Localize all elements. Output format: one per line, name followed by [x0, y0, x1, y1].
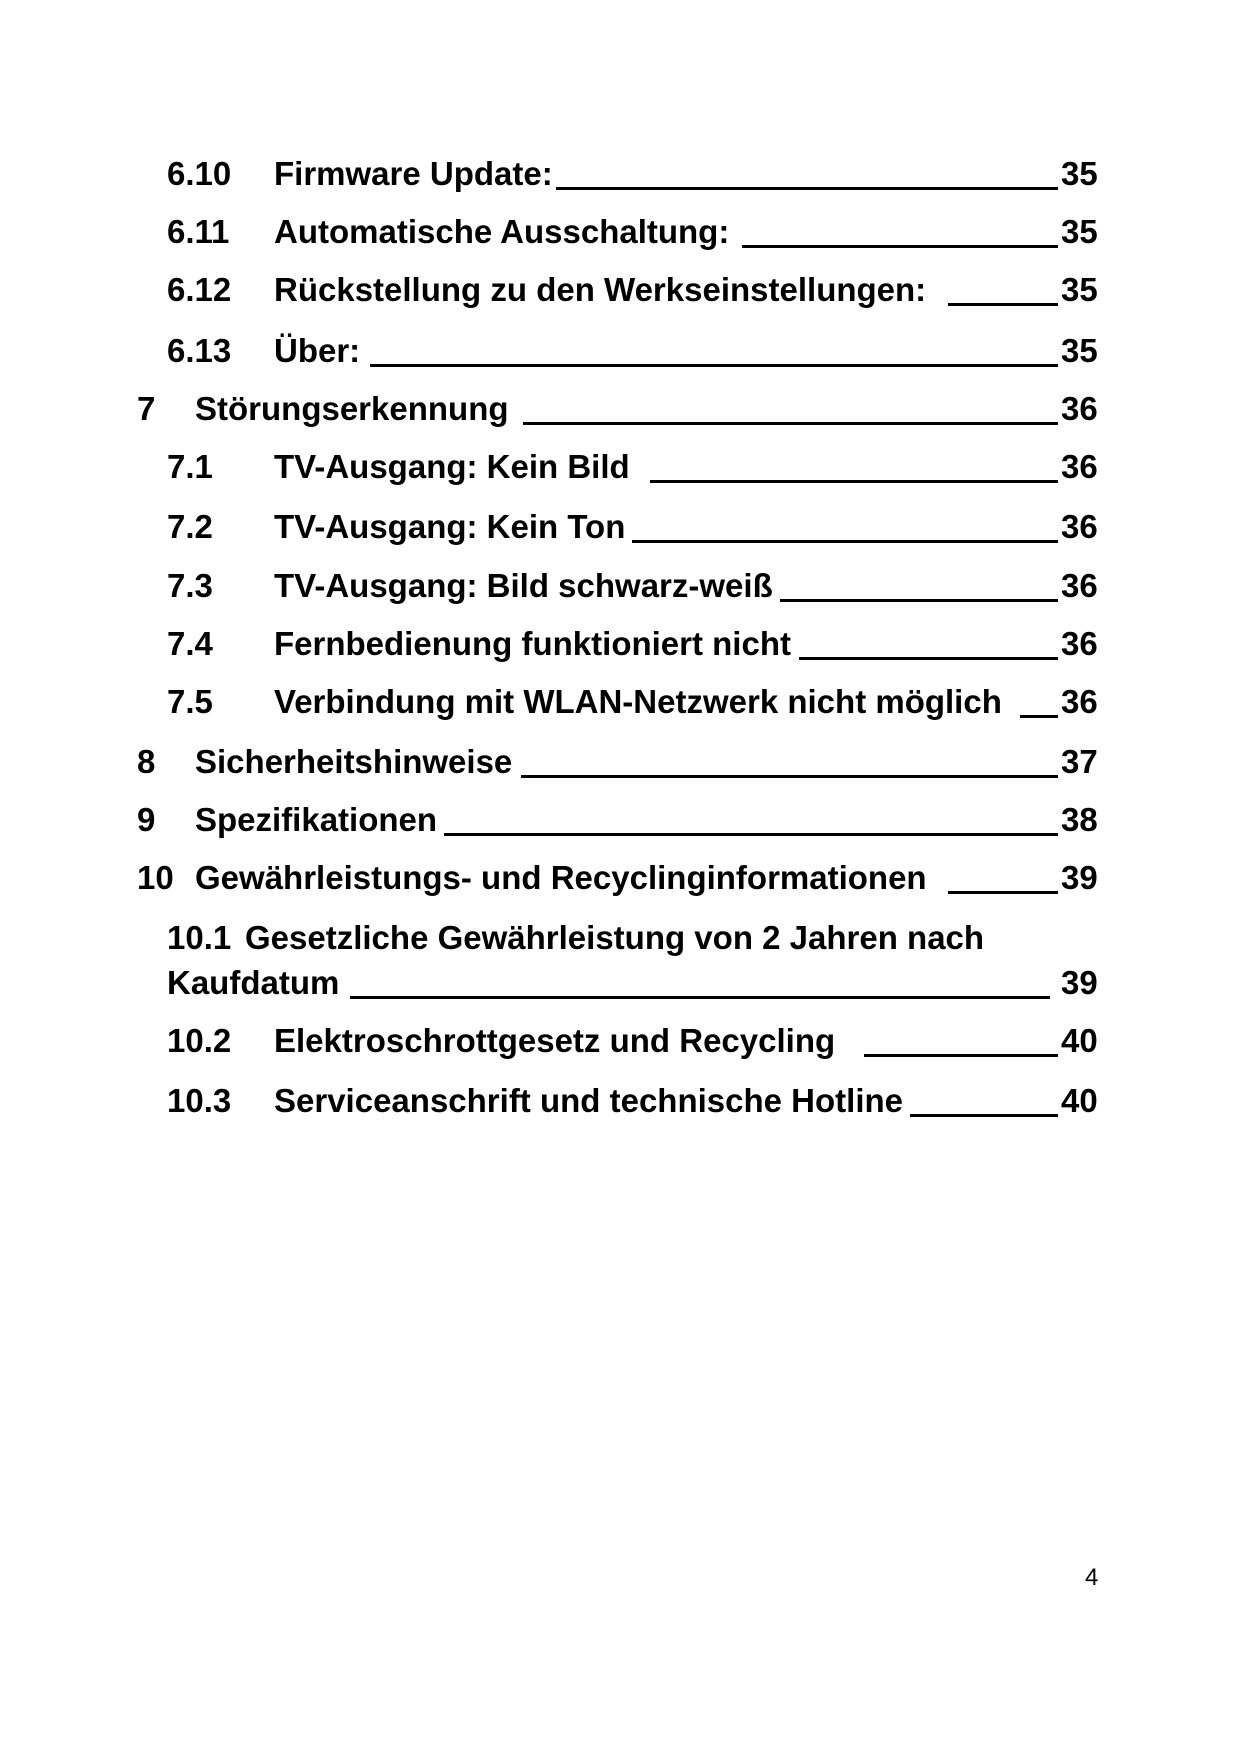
toc-entry-page: 39	[1061, 859, 1098, 896]
toc-entry-page: 40	[1061, 1082, 1098, 1119]
toc-leader-line	[523, 388, 1058, 425]
toc-entry-page: 40	[1061, 1022, 1098, 1059]
toc-entry-title: Serviceanschrift und technische Hotline	[274, 1082, 903, 1119]
toc-entry-title: Elektroschrottgesetz und Recycling	[274, 1022, 836, 1059]
toc-leader-line	[444, 799, 1058, 836]
toc-entry-10-1-line2[interactable]	[0, 962, 1241, 1004]
toc-entry-title: TV-Ausgang: Kein Ton	[274, 508, 626, 545]
toc-leader-line	[650, 446, 1058, 483]
toc-entry-page: 38	[1061, 801, 1098, 838]
toc-leader-line	[556, 153, 1058, 190]
toc-entry-page: 35	[1061, 332, 1098, 369]
toc-entry-title: Verbindung mit WLAN-Netzwerk nicht möglich	[274, 683, 1002, 720]
toc-entry-number: 8	[137, 743, 156, 780]
toc-entry-10[interactable]	[0, 857, 1241, 899]
toc-entry-number: 10	[137, 859, 174, 896]
toc-entry-page: 35	[1061, 271, 1098, 308]
toc-leader-line	[632, 506, 1058, 543]
toc-entry-page: 36	[1061, 567, 1098, 604]
toc-entry-6-10[interactable]	[0, 153, 1241, 195]
toc-entry-7-2[interactable]	[0, 506, 1241, 548]
toc-entry-7-5[interactable]	[0, 681, 1241, 723]
toc-entry-title: TV-Ausgang: Bild schwarz-weiß	[274, 567, 773, 604]
toc-leader-line	[799, 623, 1058, 660]
toc-entry-page: 35	[1061, 213, 1098, 250]
toc-entry-10-2[interactable]	[0, 1020, 1241, 1062]
toc-entry-8[interactable]	[0, 741, 1241, 783]
toc-entry-title: Störungserkennung	[195, 390, 509, 427]
toc-leader-line	[864, 1020, 1058, 1057]
toc-entry-page: 39	[1061, 964, 1098, 1001]
toc-leader-line	[521, 741, 1058, 778]
toc-entry-number: 10.2	[167, 1022, 232, 1059]
toc-entry-title: Rückstellung zu den Werkseinstellungen:	[274, 271, 927, 308]
toc-leader-line	[370, 330, 1058, 367]
toc-entry-title-continued: Kaufdatum	[167, 964, 340, 1001]
toc-entry-number: 9	[137, 801, 156, 838]
toc-entry-number: 7.2	[167, 508, 213, 545]
toc-entry-9[interactable]	[0, 799, 1241, 841]
toc-entry-title: Über:	[274, 332, 361, 369]
toc-entry-7-4[interactable]	[0, 623, 1241, 665]
toc-entry-title: Automatische Ausschaltung:	[274, 213, 730, 250]
toc-leader-line	[742, 211, 1058, 248]
toc-entry-title: Gewährleistungs- und Recyclinginformationen	[195, 859, 927, 896]
toc-entry-6-13[interactable]	[0, 330, 1241, 372]
toc-entry-7[interactable]	[0, 388, 1241, 430]
toc-entry-page: 36	[1061, 448, 1098, 485]
toc-entry-title: Gesetzliche Gewährleistung von 2 Jahren nach	[245, 919, 985, 956]
toc-entry-number: 6.12	[167, 271, 232, 308]
toc-entry-title: Spezifikationen	[195, 801, 438, 838]
toc-entry-title: Firmware Update:	[274, 155, 553, 192]
toc-entry-6-12[interactable]	[0, 269, 1241, 311]
toc-entry-7-3[interactable]	[0, 565, 1241, 607]
toc-leader-line	[948, 269, 1058, 306]
toc-entry-number: 10.3	[167, 1082, 232, 1119]
toc-entry-number: 6.11	[167, 213, 230, 250]
toc-entry-number: 7.4	[167, 625, 213, 662]
toc-leader-line	[780, 565, 1058, 602]
toc-entry-page: 36	[1061, 683, 1098, 720]
toc-entry-number: 7.1	[167, 448, 213, 485]
toc-entry-6-11[interactable]	[0, 211, 1241, 253]
toc-entry-7-1[interactable]	[0, 446, 1241, 488]
toc-entry-number: 10.1	[167, 919, 232, 956]
toc-entry-number: 7	[137, 390, 156, 427]
toc-entry-title: Fernbedienung funktioniert nicht	[274, 625, 791, 662]
toc-leader-line	[910, 1080, 1058, 1117]
toc-entry-page: 35	[1061, 155, 1098, 192]
toc-entry-page: 36	[1061, 390, 1098, 427]
toc-leader-line	[948, 857, 1058, 894]
toc-entry-number: 6.13	[167, 332, 232, 369]
toc-entry-number: 7.5	[167, 683, 213, 720]
page-number: 4	[1085, 1564, 1099, 1591]
toc-entry-title: TV-Ausgang: Kein Bild	[274, 448, 630, 485]
toc-leader-line	[350, 962, 1050, 999]
toc-entry-number: 6.10	[167, 155, 232, 192]
toc-entry-10-3[interactable]	[0, 1080, 1241, 1122]
toc-entry-page: 36	[1061, 508, 1098, 545]
toc-leader-line	[1020, 681, 1058, 718]
toc-entry-10-1-line1[interactable]	[0, 917, 1241, 959]
toc-entry-page: 36	[1061, 625, 1098, 662]
toc-entry-page: 37	[1061, 743, 1098, 780]
toc-entry-number: 7.3	[167, 567, 213, 604]
toc-entry-title: Sicherheitshinweise	[195, 743, 513, 780]
